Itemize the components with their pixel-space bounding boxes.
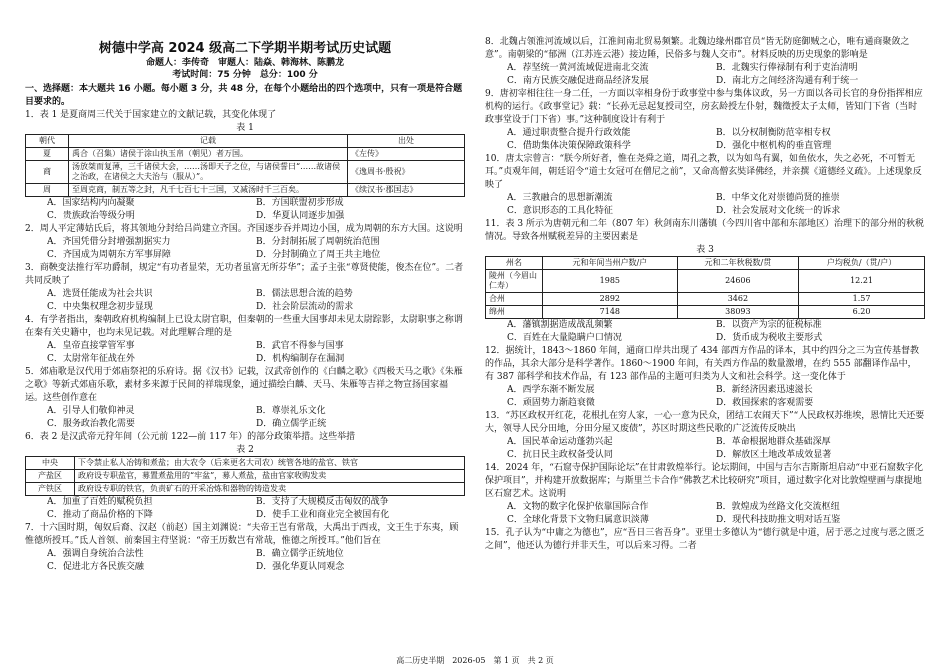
option-b[interactable]: B．方国联盟初步形成 — [256, 198, 344, 208]
table-header-row — [26, 135, 465, 148]
question-12-options — [485, 384, 925, 410]
question-10-stem: 10．唐太宗曾言：“朕今所好者，惟在尧舜之道，周孔之教，以为如鸟有翼，如鱼依水，失之必死，不可暂无耳。”贞观年间，朝廷诏令“道士女冠可在僧尼之前”，又命高僧玄奘译佛经，并亲撰《道德经义疏》。上述现象反映了 — [485, 154, 922, 190]
section-heading: 一、选择题：本大题共 16 小题。每小题 3 分，共 48 分，在每个小题给出的四个选项中，只有一项是符合题目要求的。 — [25, 84, 463, 107]
option-d[interactable]: D．南北方之间经济沟通有利于统一 — [716, 76, 859, 86]
option-d[interactable]: D．使手工业和商业完全被国有化 — [256, 510, 390, 520]
table-cell: 《续汉书·郡国志》 — [348, 184, 465, 197]
option-b[interactable]: B．儒法思想合流的趋势 — [256, 289, 353, 299]
table-header-cell: 记载 — [69, 135, 348, 148]
question-6-options — [25, 496, 465, 522]
option-b[interactable]: B．尊崇礼乐文化 — [256, 406, 326, 416]
exam-title: 树德中学高 2024 级高二下学期半期考试历史试题 — [98, 41, 392, 56]
option-a[interactable]: A．齐国凭借分封增强割据实力 — [47, 237, 171, 247]
option-a[interactable]: A．西学东渐不断发展 — [507, 385, 595, 395]
option-b[interactable]: B．分封制拓展了周朝统治范围 — [256, 237, 380, 247]
option-b[interactable]: B．以资产为宗的征税标准 — [716, 320, 822, 330]
table-cell: 周 — [26, 184, 69, 197]
table-cell: 3462 — [677, 293, 798, 306]
table-cell: 24606 — [677, 270, 798, 293]
question-2-options — [25, 236, 465, 262]
question-9-stem: 9．唐初宰相往往一身二任，一方面以宰相身份于政事堂中参与集体议政，另一方面以各司长官的身份指挥相应机构的运行。《政事堂记》载：“长孙无忌起复授司空，房玄龄授左仆射，魏徵授太子太师，皆知门下省（当时政事堂设于门下省）事。”这种制度设计有利于 — [485, 89, 923, 125]
question-10-options — [485, 192, 925, 218]
question-4-options — [25, 340, 465, 366]
option-c[interactable]: C．南方民族交融促进商品经济发展 — [507, 76, 649, 86]
option-c[interactable]: C．齐国成为周朝东方军事屏障 — [47, 250, 171, 260]
option-a[interactable]: A．三教融合的思想新潮流 — [507, 193, 613, 203]
option-a[interactable]: A．荐坚统一黄河流域促进南北交流 — [507, 63, 649, 73]
option-d[interactable]: D．确立儒学正统 — [256, 419, 327, 429]
question-3-options — [25, 288, 465, 314]
option-d[interactable]: D．解放区土地改革成效显著 — [716, 450, 832, 460]
table-row — [26, 483, 465, 496]
table-row — [26, 148, 465, 161]
option-a[interactable]: A．强调自身统治合法性 — [47, 549, 144, 559]
table-cell: 6.20 — [799, 306, 925, 319]
option-b[interactable]: B．武官不得参与国事 — [256, 341, 344, 351]
option-b[interactable]: B．确立儒学正统地位 — [256, 549, 344, 559]
question-11-stem: 11．表 3 所示为唐朝元和二年（807 年）秋剑南东川藩镇（今四川省中部和东部地区）治理下的部分州的秋税情况。导致各州赋税差异的主要因素是 — [485, 219, 924, 242]
table-row — [26, 161, 465, 184]
question-13-stem: 13．“苏区政权开红花，花根扎在穷人家，一心一意为民众，团结工农闹天下”“人民政权苏维埃，恩情比天还要大，领导人民分田地，分田分屋又废债”，苏区时期这些民歌的广泛流传反映出 — [485, 411, 925, 434]
table-cell: 合州 — [486, 293, 543, 306]
option-d[interactable]: D．货币成为税收主要形式 — [716, 333, 823, 343]
table-cell: 1985 — [543, 270, 678, 293]
option-a[interactable]: A．加重了百姓的赋税负担 — [47, 497, 153, 507]
page-footer: 高二历史半期 2026-05 第 1 页 共 2 页 — [396, 656, 554, 665]
table-cell: 汤放桀而复薄，三千诸侯大会，……汤即天子之位，与诸侯誓曰“……故诸侯之治政，在诸侯之大夫治与（服从）”。 — [69, 161, 348, 184]
right-column — [485, 36, 925, 553]
table-cell: 《逸周书·殷祝》 — [348, 161, 465, 184]
option-b[interactable]: B．新经济因素迅速滋长 — [716, 385, 813, 395]
table-header-cell: 元和年间当州户数/户 — [543, 257, 678, 270]
table-cell: 产铁区 — [26, 483, 75, 496]
option-c[interactable]: C．贵族政治等级分明 — [47, 211, 135, 221]
option-a[interactable]: A．选贤任能成为社会共识 — [47, 289, 153, 299]
option-a[interactable]: A．国家结构内向凝聚 — [47, 198, 135, 208]
option-b[interactable]: B．敦煌成为丝路文化交流枢纽 — [716, 502, 840, 512]
question-6-stem: 6．表 2 是汉武帝元狩年间（公元前 122—前 117 年）的部分政策举措。这些举措 — [25, 432, 356, 442]
table-row — [26, 470, 465, 483]
option-c[interactable]: C．中央集权理念初步显现 — [47, 302, 153, 312]
table-cell: 夏 — [26, 148, 69, 161]
table-cell: 商 — [26, 161, 69, 184]
table-3-caption: 表 3 — [696, 245, 714, 255]
option-c[interactable]: C．促进北方各民族交融 — [47, 562, 144, 572]
option-d[interactable]: D．救国探索的客观需要 — [716, 398, 814, 408]
question-5-options — [25, 405, 465, 431]
table-1-caption: 表 1 — [236, 123, 254, 133]
table-cell: 政府设专职盐官，募置煮盐用的“牢盆”，募人煮盐，盐由官家收购发卖 — [75, 470, 465, 483]
table-cell: 1.57 — [799, 293, 925, 306]
question-5-stem: 5．郊庙歌是汉代用于郊庙祭祀的乐府诗。据《汉书》记载，汉武帝创作的《白麟之歌》《西极天马之歌》《朱雁之歌》等新式郊庙乐歌，素材多来源于民间的祥瑞现象，通过描绘白麟、天马、朱雁等吉祥之物宣扬国家福运。这些创作意在 — [25, 367, 463, 403]
option-c[interactable]: C．意识形态的工具化特征 — [507, 206, 613, 216]
option-d[interactable]: D．华夏认同逐步加强 — [256, 211, 345, 221]
table-row — [26, 184, 465, 197]
question-8-options — [485, 62, 925, 88]
question-4-stem: 4．有学者指出，秦朝政府机构编制上已设太尉官职，但秦朝的一些重大国事却未见太尉踪影，太尉职事之称谓在秦有关史籍中，也均未见记载。对此理解合理的是 — [25, 315, 463, 338]
table-cell: 《左传》 — [348, 148, 465, 161]
table-cell: 2892 — [543, 293, 678, 306]
option-c[interactable]: C．百姓在大量隐瞒户口情况 — [507, 333, 622, 343]
question-3-stem: 3．商鞅变法推行军功爵制，规定“有功者显荣，无功者虽富无所芬华”；孟子主张“尊贤使能，俊杰在位”。二者共同反映了 — [25, 263, 464, 286]
option-d[interactable]: D．社会阶层流动的需求 — [256, 302, 354, 312]
question-7-options — [25, 548, 465, 574]
question-11-options — [485, 319, 925, 345]
table-header-cell: 州名 — [486, 257, 543, 270]
option-d[interactable]: D．机构编制存在漏洞 — [256, 354, 345, 364]
question-7-stem: 7．十六国时期，匈奴后裔、汉赵（前赵）国主刘渊说：“夫帝王岂有常哉，大禹出于西戎，文王生于东夷，顾惟德所授耳。”氐人首领、前秦国主苻坚说：“帝王历数岂有常哉，惟德之所授耳。”他们旨在 — [25, 523, 459, 546]
option-a[interactable]: A．引导人们敬仰神灵 — [47, 406, 135, 416]
table-row — [486, 293, 925, 306]
table-header-cell: 朝代 — [26, 135, 69, 148]
table-row — [486, 270, 925, 293]
left-column — [25, 40, 465, 574]
option-c[interactable]: C．借助集体决策保障政策科学 — [507, 141, 631, 151]
table-row — [486, 306, 925, 319]
question-14-stem: 14．2024 年，“石窟寺保护国际论坛”在甘肃敦煌举行。论坛期间，中国与吉尔吉斯斯坦启动“中亚石窟数字化保护项目”，并构建开放数据库；与斯里兰卡合作“佛教艺术比较研究”项目，通过数字化对比敦煌壁画与康提地区石窟艺术。这说明 — [485, 463, 924, 499]
option-d[interactable]: D．分封制确立了周王共主地位 — [256, 250, 381, 260]
table-row — [26, 457, 465, 470]
exam-authors: 命题人：李传奇 审题人：陆焱、韩海林、陈鹏龙 — [145, 58, 344, 68]
option-c[interactable]: C．全球化背景下文物归属意识淡薄 — [507, 515, 649, 525]
question-9-options — [485, 127, 925, 153]
option-c[interactable]: C．推动了商品价格的下降 — [47, 510, 153, 520]
table-cell: 政府设专职的铁官，负责矿石的开采冶炼和器物的铸造发卖 — [75, 483, 465, 496]
table-cell: 38093 — [677, 306, 798, 319]
table-1 — [25, 134, 465, 197]
option-a[interactable]: A．国民革命运动蓬勃兴起 — [507, 437, 613, 447]
question-12-stem: 12．据统计，1843～1860 年间，通商口岸共出现了 434 部西方作品的译本，其中约四分之三为宣传基督教的作品，其余大部分是科学著作。1860～1900 年间，有关西方作品的数量激增，在约 555 部翻译作品中，有 387 部科学和技术作品，有 123 部作品的主题可归类为人文和社会科学。这一变化体于 — [485, 346, 920, 382]
table-cell: 中央 — [26, 457, 75, 470]
option-d[interactable]: D．强化华夏认同观念 — [256, 562, 345, 572]
table-cell: 下令禁止私人冶铸和煮盐；由大农令（后来更名大司农）统管各地的盐官、铁官 — [75, 457, 465, 470]
option-c[interactable]: C．顽固势力渐趋衰微 — [507, 398, 595, 408]
option-b[interactable]: B．革命根据地群众基础深厚 — [716, 437, 831, 447]
option-a[interactable]: A．通过职责整合提升行政效能 — [507, 128, 631, 138]
table-cell: 7148 — [543, 306, 678, 319]
question-8-stem: 8．北魏占领淮河流域以后，江淮间南北贸易频繁。北魏边缘州郡官员“皆无防庭御贼之心，唯有通商聚敛之意”。南朝梁的“郁洲（江苏连云港）接边陲，民俗多与魏人交市”。材料反映的历史现象的影响是 — [485, 37, 910, 60]
table-cell: 12.21 — [799, 270, 925, 293]
table-header-cell: 出处 — [348, 135, 465, 148]
table-header-cell: 户均税负/（贯/户） — [799, 257, 925, 270]
question-13-options — [485, 436, 925, 462]
option-d[interactable]: D．强化中枢机构的垂直管理 — [716, 141, 832, 151]
option-b[interactable]: B．北魏实行俸禄制有利于吏治清明 — [716, 63, 858, 73]
option-c[interactable]: C．抗日民主政权备受认同 — [507, 450, 613, 460]
question-14-options — [485, 501, 925, 527]
table-cell: 绵州 — [486, 306, 543, 319]
option-a[interactable]: A．文物的数字化保护依靠国际合作 — [507, 502, 649, 512]
table-3 — [485, 256, 925, 319]
table-cell: 陵州（今眉山仁寿） — [486, 270, 543, 293]
question-1-stem: 1．表 1 是夏商周三代关于国家建立的文献记载，其变化体现了 — [25, 110, 277, 120]
option-b[interactable]: B．支持了大规模反击匈奴的战争 — [256, 497, 389, 507]
option-c[interactable]: C．服务政治教化需要 — [47, 419, 135, 429]
table-2-caption: 表 2 — [236, 445, 254, 455]
table-header-row — [486, 257, 925, 270]
option-b[interactable]: B．以分权制衡防范宰相专权 — [716, 128, 831, 138]
table-cell: 至周克商，制五等之封，凡千七百七十三国，又减汤时千三百矣。 — [69, 184, 348, 197]
exam-time-score: 考试时间：75 分钟 总分：100 分 — [172, 70, 318, 80]
option-d[interactable]: D．现代科技助推文明对话互鉴 — [716, 515, 841, 525]
question-2-stem: 2．周人平定薄姑氏后，将其领地分封给吕尚建立齐国。齐国逐步吞并周边小国，成为周朝的东方大国。这说明 — [25, 224, 463, 234]
table-cell: 产盐区 — [26, 470, 75, 483]
option-c[interactable]: C．太尉常年征战在外 — [47, 354, 135, 364]
question-1-options — [25, 197, 465, 223]
option-b[interactable]: B．中华文化对崇德尚贤的推崇 — [716, 193, 840, 203]
option-a[interactable]: A．皇帝直接掌管军事 — [47, 341, 135, 351]
question-15-stem: 15．孔子认为“中庸之为德也”，应“吾日三省吾身”。亚里士多德认为“德行就是中道，居于恶之过度与恶之匮乏之间”，他还认为德行并非天生，可以后来习得。二者 — [485, 528, 925, 551]
option-d[interactable]: D．社会发展对文化统一的诉求 — [716, 206, 841, 216]
option-a[interactable]: A．藩镇割据造成战乱频繁 — [507, 320, 613, 330]
table-header-cell: 元和二年秋税数/贯 — [677, 257, 798, 270]
table-2 — [25, 456, 465, 496]
table-cell: 禹合（召集）诸侯于涂山执玉帛（朝见）者万国。 — [69, 148, 348, 161]
